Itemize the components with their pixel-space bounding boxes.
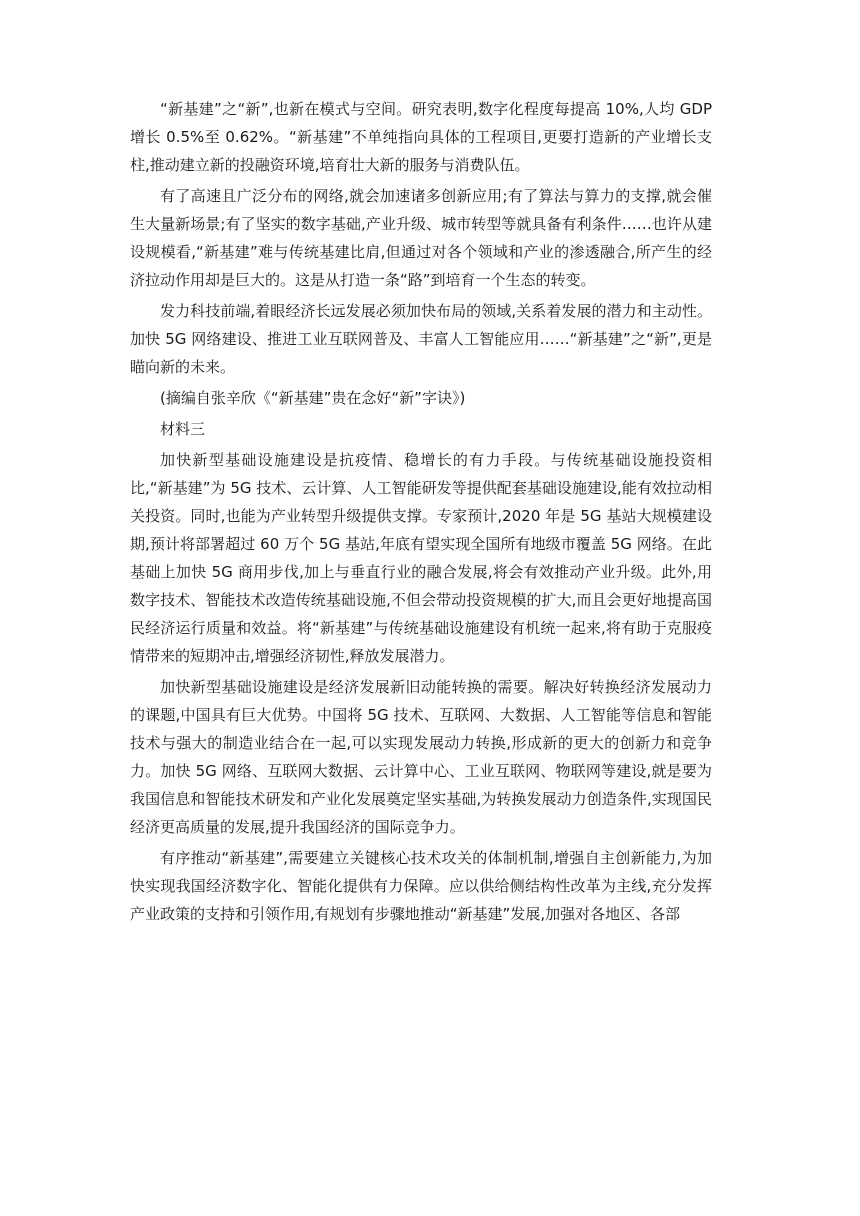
paragraph-new-model-space: “新基建”之“新”,也新在模式与空间。研究表明,数字化程度每提高 10%,人均 GDP 增长 0.5%至 0.62%。“新基建”不单纯指向具体的工程项目,更要打造新的产业增长支柱,推动建立新的投融资环境,培育壮大新的服务与消费队伍。 <box>130 100 712 174</box>
paragraph-material3-3: 有序推动“新基建”,需要建立关键核心技术攻关的体制机制,增强自主创新能力,为加快实现我国经济数字化、智能化提供有力保障。应以供给侧结构性改革为主线,充分发挥产业政策的支持和引领作用,有规划有步骤地推动“新基建”发展,加强对各地区、各部 <box>130 849 712 923</box>
paragraph-tech-frontier: 发力科技前端,着眼经济长远发展必须加快布局的领域,关系着发展的潜力和主动性。加快 5G 网络建设、推进工业互联网普及、丰富人工智能应用……“新基建”之“新”,更是瞄向新的未来。 <box>130 302 712 376</box>
paragraph-material3-1: 加快新型基础设施建设是抗疫情、稳增长的有力手段。与传统基础设施投资相比,“新基建”为 5G 技术、云计算、人工智能研发等提供配套基础设施建设,能有效拉动相关投资。同时,也能为产业转型升级提供支撑。专家预计,2020 年是 5G 基站大规模建设期,预计将部署超过 60 万个 5G 基站,年底有望实现全国所有地级市覆盖 5G 网络。在此基础上加快 5G 商用步伐,加上与垂直行业的融合发展,将会有效推动产业升级。此外,用数字技术、智能技术改造传统基础设施,不但会带动投资规模的扩大,而且会更好地提高国民经济运行质量和效益。将“新基建”与传统基础设施建设有机统一起来,将有助于克服疫情带来的短期冲击,增强经济韧性,释放发展潜力。 <box>130 451 712 665</box>
section-label-material-3: 材料三 <box>160 420 206 438</box>
paragraph-network-ecosystem: 有了高速且广泛分布的网络,就会加速诸多创新应用;有了算法与算力的支撑,就会催生大量新场景;有了坚实的数字基础,产业升级、城市转型等就具备有利条件……也许从建设规模看,“新基建”难与传统基建比肩,但通过对各个领域和产业的渗透融合,所产生的经济拉动作用却是巨大的。这是从打造一条“路”到培育一个生态的转变。 <box>130 187 712 289</box>
document-page <box>130 95 712 928</box>
source-citation: (摘编自张辛欣《“新基建”贵在念好“新”字诀》) <box>160 389 466 407</box>
paragraph-material3-2: 加快新型基础设施建设是经济发展新旧动能转换的需要。解决好转换经济发展动力的课题,中国具有巨大优势。中国将 5G 技术、互联网、大数据、人工智能等信息和智能技术与强大的制造业结合在一起,可以实现发展动力转换,形成新的更大的创新力和竞争力。加快 5G 网络、互联网大数据、云计算中心、工业互联网、物联网等建设,就是要为我国信息和智能技术研发和产业化发展奠定坚实基础,为转换发展动力创造条件,实现国民经济更高质量的发展,提升我国经济的国际竞争力。 <box>130 678 712 836</box>
